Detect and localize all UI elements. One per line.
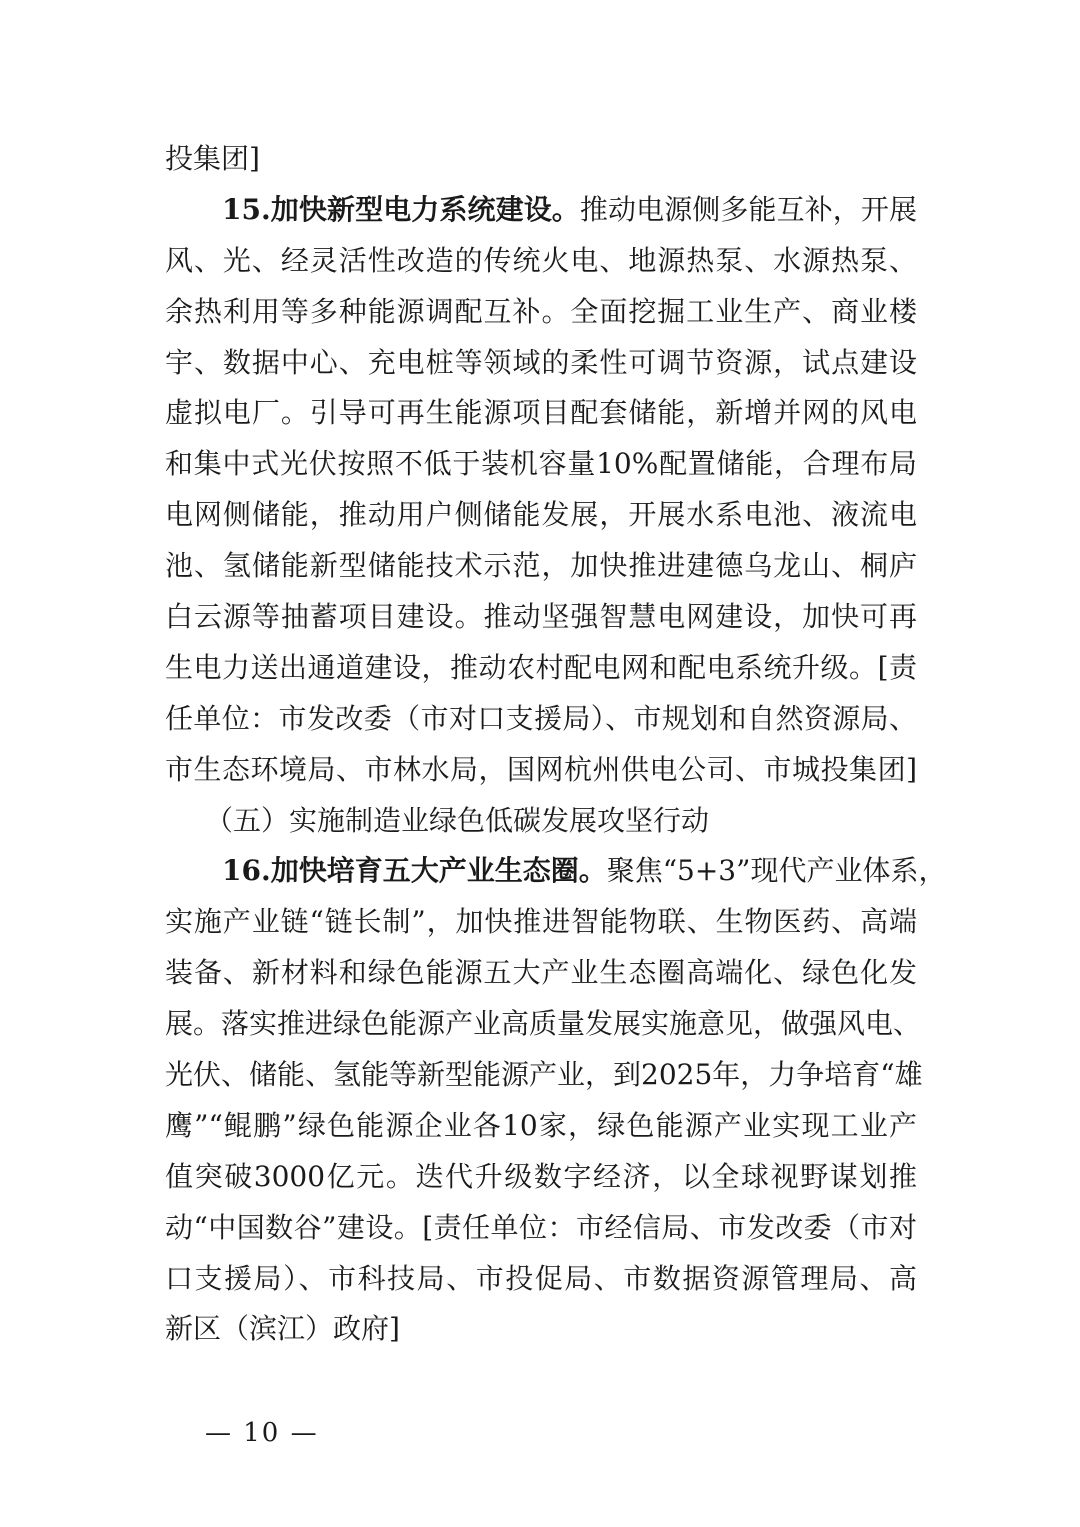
item-16-title: 16.加快培育五大产业生态圈。 bbox=[222, 854, 607, 888]
section-heading: （五）实施制造业绿色低碳发展攻坚行动 bbox=[205, 803, 710, 837]
paragraph-line: 鹰”“鲲鹏”绿色能源企业各10家，绿色能源产业实现工业产 bbox=[165, 1108, 917, 1142]
paragraph-line: 生电力送出通道建设，推动农村配电网和配电系统升级。[责 bbox=[165, 650, 917, 684]
paragraph-line: 展。落实推进绿色能源产业高质量发展实施意见，做强风电、 bbox=[165, 1007, 922, 1041]
paragraph-line: 任单位：市发改委（市对口支援局）、市规划和自然资源局、 bbox=[165, 701, 917, 735]
paragraph-line: 风、光、经灵活性改造的传统火电、地源热泵、水源热泵、 bbox=[165, 243, 917, 277]
text-span: 聚焦“5+3”现代产业体系， bbox=[606, 854, 947, 888]
paragraph-line: 光伏、储能、氢能等新型能源产业，到2025年，力争培育“雄 bbox=[165, 1058, 923, 1092]
paragraph-line: 和集中式光伏按照不低于装机容量10%配置储能，合理布局 bbox=[165, 447, 917, 481]
paragraph-line: 动“中国数谷”建设。[责任单位：市经信局、市发改委（市对 bbox=[165, 1210, 917, 1244]
paragraph-line: 装备、新材料和绿色能源五大产业生态圈高端化、绿色化发 bbox=[165, 956, 917, 990]
paragraph-line: 池、氢储能新型储能技术示范，加快推进建德乌龙山、桐庐 bbox=[165, 549, 917, 583]
paragraph-line: 新区（滨江）政府] bbox=[165, 1312, 400, 1346]
paragraph-line: 虚拟电厂。引导可再生能源项目配套储能，新增并网的风电 bbox=[165, 396, 917, 430]
paragraph-first-line bbox=[165, 846, 947, 897]
page-number: — 10 — bbox=[205, 1418, 319, 1448]
paragraph-continuation: 投集团] bbox=[165, 142, 260, 175]
paragraph-line: 口支援局）、市科技局、市投促局、市数据资源管理局、高 bbox=[165, 1261, 917, 1295]
paragraph-line: 实施产业链“链长制”，加快推进智能物联、生物医药、高端 bbox=[165, 905, 917, 939]
item-15-paragraph bbox=[165, 185, 917, 796]
paragraph-line: 宇、数据中心、充电桩等领域的柔性可调节资源，试点建设 bbox=[165, 345, 917, 379]
item-15-title: 15.加快新型电力系统建设。 bbox=[222, 192, 580, 226]
item-16-paragraph bbox=[165, 846, 947, 1355]
paragraph-line: 余热利用等多种能源调配互补。全面挖掘工业生产、商业楼 bbox=[165, 294, 917, 328]
paragraph-line: 市生态环境局、市林水局，国网杭州供电公司、市城投集团] bbox=[165, 752, 917, 786]
text-span: 推动电源侧多能互补，开展 bbox=[579, 192, 917, 226]
paragraph-line: 电网侧储能，推动用户侧储能发展，开展水系电池、液流电 bbox=[165, 498, 917, 532]
paragraph-line: 白云源等抽蓄项目建设。推动坚强智慧电网建设，加快可再 bbox=[165, 600, 917, 634]
paragraph-first-line bbox=[165, 185, 917, 236]
document-body bbox=[165, 134, 947, 1355]
paragraph-line: 值突破3000亿元。迭代升级数字经济，以全球视野谋划推 bbox=[165, 1159, 917, 1193]
